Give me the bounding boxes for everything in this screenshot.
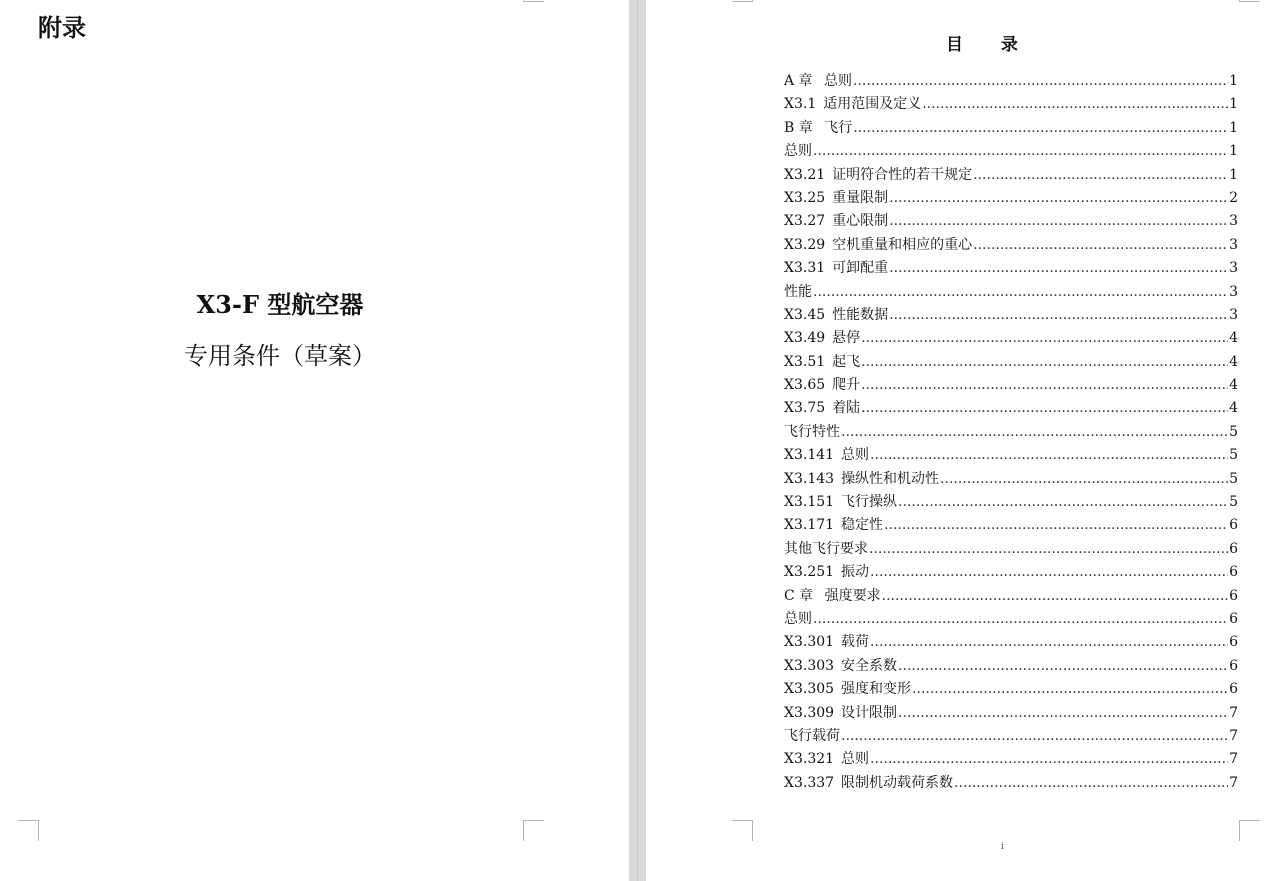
toc-entry-code: A 章 — [784, 73, 813, 89]
toc-entry-text — [784, 327, 860, 350]
toc-entry-page: 3 — [1229, 306, 1238, 323]
toc-dot-leader — [889, 187, 1228, 210]
document-title: X3-F 型航空器 — [196, 290, 364, 319]
toc-dot-leader — [922, 93, 1228, 116]
toc-entry[interactable] — [784, 444, 1238, 467]
toc-entry-text — [784, 140, 812, 163]
toc-entry-page: 5 — [1229, 470, 1238, 487]
toc-entry-title: 悬停 — [832, 330, 861, 347]
toc-entry-code: X3.337 — [784, 774, 835, 791]
toc-dot-leader — [870, 631, 1228, 654]
page-corner-mark — [523, 820, 544, 841]
toc-entry-page: 5 — [1229, 494, 1238, 511]
page-number: i — [1001, 842, 1004, 852]
toc-dot-leader — [813, 608, 1228, 631]
toc-entry-title: 总则 — [819, 73, 853, 89]
toc-entry-page: 7 — [1229, 774, 1238, 791]
toc-entry-code: X3.65 — [784, 377, 826, 394]
toc-entry-page: 1 — [1229, 73, 1238, 89]
page-separator — [637, 0, 638, 881]
toc-entry-code: X3.171 — [784, 517, 835, 534]
toc-entry[interactable] — [784, 304, 1238, 327]
toc-entry-text — [784, 678, 911, 701]
toc-entry[interactable] — [784, 538, 1238, 561]
toc-entry-code: X3.31 — [784, 260, 826, 277]
toc-entry-code: X3.27 — [784, 213, 826, 230]
toc-entry-title: 空机重量和相应的重心 — [832, 236, 973, 253]
toc-dot-leader — [853, 117, 1228, 140]
toc-entry-title: 总则 — [784, 143, 812, 160]
toc-entry[interactable] — [784, 257, 1238, 280]
toc-entry-text — [784, 304, 888, 327]
toc-entry-page: 4 — [1229, 377, 1238, 394]
toc-entry-text — [784, 514, 883, 537]
toc-entry-text — [784, 491, 897, 514]
toc-entry[interactable] — [784, 327, 1238, 350]
toc-dot-leader — [861, 397, 1228, 420]
toc-entry-code: X3.303 — [784, 657, 835, 674]
toc-entry-page: 4 — [1229, 353, 1238, 370]
toc-dot-leader — [861, 327, 1228, 350]
toc-entry-title: 安全系数 — [841, 657, 898, 674]
toc-entry-text — [784, 631, 869, 654]
toc-entry-title: 其他飞行要求 — [784, 540, 868, 557]
toc-entry-page: 7 — [1229, 727, 1238, 744]
toc-entry-page: 6 — [1229, 564, 1238, 581]
toc-entry-title: 证明符合性的若干规定 — [832, 166, 973, 183]
table-of-contents — [784, 70, 1238, 795]
toc-entry-page: 6 — [1229, 610, 1238, 627]
toc-entry-text — [784, 93, 921, 116]
toc-dot-leader — [870, 444, 1228, 467]
toc-entry-title: 爬升 — [832, 377, 861, 394]
toc-entry[interactable] — [784, 140, 1238, 163]
toc-entry-page: 1 — [1229, 166, 1238, 183]
toc-entry[interactable] — [784, 561, 1238, 584]
toc-entry-page: 3 — [1229, 236, 1238, 253]
toc-entry-text — [784, 725, 840, 748]
toc-entry-text — [784, 257, 888, 280]
page-corner-mark — [18, 820, 39, 841]
toc-entry-title: 性能数据 — [832, 306, 889, 323]
toc-entry-page: 3 — [1229, 283, 1238, 300]
toc-entry-title: 着陆 — [832, 400, 861, 417]
toc-dot-leader — [813, 140, 1228, 163]
toc-entry-page: 1 — [1229, 119, 1238, 136]
toc-dot-leader — [889, 210, 1228, 233]
toc-entry-title: 强度要求 — [820, 587, 881, 604]
toc-dot-leader — [912, 678, 1228, 701]
toc-dot-leader — [861, 351, 1228, 374]
toc-entry-code: X3.321 — [784, 751, 835, 768]
toc-entry[interactable] — [784, 164, 1238, 187]
toc-entry-page: 4 — [1229, 400, 1238, 417]
toc-entry-text — [784, 468, 939, 491]
toc-dot-leader — [870, 748, 1228, 771]
toc-entry[interactable] — [784, 374, 1238, 397]
toc-entry-code: X3.151 — [784, 494, 835, 511]
toc-entry[interactable] — [784, 585, 1238, 608]
toc-entry-text — [784, 281, 812, 304]
document-page-left — [0, 0, 629, 881]
page-corner-mark — [732, 0, 753, 2]
toc-dot-leader — [973, 164, 1228, 187]
toc-entry-page: 6 — [1229, 657, 1238, 674]
toc-dot-leader — [884, 514, 1228, 537]
toc-entry-text — [784, 561, 869, 584]
toc-entry-text — [784, 164, 972, 187]
toc-entry-page: 4 — [1229, 330, 1238, 347]
toc-entry[interactable] — [784, 187, 1238, 210]
toc-entry-text — [784, 585, 881, 608]
toc-entry-title: 稳定性 — [841, 517, 884, 534]
toc-dot-leader — [869, 538, 1228, 561]
toc-entry[interactable] — [784, 631, 1238, 654]
toc-entry[interactable] — [784, 93, 1238, 116]
toc-entry-title: 飞行操纵 — [841, 494, 898, 511]
toc-entry-page: 1 — [1229, 143, 1238, 160]
toc-entry[interactable] — [784, 655, 1238, 678]
toc-entry[interactable] — [784, 725, 1238, 748]
toc-entry[interactable] — [784, 514, 1238, 537]
toc-entry-code: X3.45 — [784, 306, 826, 323]
toc-entry-title: 设计限制 — [841, 704, 898, 721]
toc-entry-page: 6 — [1229, 587, 1238, 604]
toc-dot-leader — [861, 374, 1228, 397]
toc-entry-code: B 章 — [784, 119, 813, 136]
toc-entry-text — [784, 748, 869, 771]
toc-entry-page: 3 — [1229, 260, 1238, 277]
toc-entry-code: C 章 — [784, 587, 814, 604]
toc-dot-leader — [898, 491, 1228, 514]
toc-entry-title: 飞行特性 — [784, 423, 840, 440]
toc-dot-leader — [898, 702, 1228, 725]
toc-entry-page: 5 — [1229, 423, 1238, 440]
toc-entry[interactable] — [784, 772, 1238, 795]
document-page-right — [646, 0, 1280, 881]
toc-entry-title: 载荷 — [841, 634, 870, 651]
page-corner-mark — [732, 820, 753, 841]
toc-entry-text — [784, 702, 897, 725]
toc-entry-code: X3.51 — [784, 353, 826, 370]
toc-entry-text — [784, 397, 860, 420]
toc-entry-title: 强度和变形 — [841, 681, 912, 698]
toc-entry-text — [784, 351, 860, 374]
toc-entry-page: 6 — [1229, 540, 1238, 557]
toc-dot-leader — [973, 234, 1228, 257]
toc-entry-code: X3.1 — [784, 96, 817, 113]
toc-entry-page: 2 — [1229, 189, 1238, 206]
toc-entry-page: 6 — [1229, 634, 1238, 651]
toc-entry-code: X3.251 — [784, 564, 835, 581]
toc-entry-page: 7 — [1229, 751, 1238, 768]
toc-entry-text — [784, 210, 888, 233]
toc-heading: 目 录 — [946, 35, 1034, 55]
toc-entry-code: X3.141 — [784, 447, 835, 464]
toc-entry-title: 总则 — [841, 751, 870, 768]
toc-entry-title: 飞行载荷 — [784, 727, 840, 744]
toc-entry-code: X3.29 — [784, 236, 826, 253]
toc-entry-text — [784, 772, 953, 795]
toc-dot-leader — [889, 304, 1228, 327]
toc-entry-title: 性能 — [784, 283, 812, 300]
toc-entry-page: 1 — [1229, 96, 1238, 113]
page-corner-mark — [1239, 0, 1260, 2]
toc-entry[interactable] — [784, 608, 1238, 631]
toc-entry[interactable] — [784, 351, 1238, 374]
toc-entry-title: 起飞 — [832, 353, 861, 370]
toc-entry-code: X3.25 — [784, 189, 826, 206]
toc-entry-code: X3.143 — [784, 470, 835, 487]
toc-entry-code: X3.49 — [784, 330, 826, 347]
toc-entry-title: 总则 — [841, 447, 870, 464]
toc-entry-text — [784, 608, 812, 631]
toc-entry-title: 重量限制 — [832, 189, 889, 206]
toc-entry[interactable] — [784, 421, 1238, 444]
toc-entry-title: 总则 — [784, 610, 812, 627]
toc-dot-leader — [889, 257, 1228, 280]
toc-entry-code: X3.301 — [784, 634, 835, 651]
page-corner-mark — [1239, 820, 1260, 841]
toc-entry-title: 重心限制 — [832, 213, 889, 230]
toc-entry-text — [784, 655, 897, 678]
toc-entry[interactable] — [784, 70, 1238, 93]
toc-dot-leader — [853, 70, 1228, 93]
toc-entry-title: 操纵性和机动性 — [841, 470, 940, 487]
toc-entry-code: X3.305 — [784, 681, 835, 698]
toc-entry-title: 飞行 — [819, 119, 853, 136]
toc-dot-leader — [841, 421, 1228, 444]
toc-entry-title: 适用范围及定义 — [823, 96, 922, 113]
toc-entry[interactable] — [784, 281, 1238, 304]
toc-entry-text — [784, 374, 860, 397]
toc-entry-page: 7 — [1229, 704, 1238, 721]
toc-dot-leader — [841, 725, 1228, 748]
toc-dot-leader — [870, 561, 1228, 584]
toc-entry-code: X3.75 — [784, 400, 826, 417]
toc-entry-title: 可卸配重 — [832, 260, 889, 277]
toc-entry-text — [784, 234, 972, 257]
toc-entry[interactable] — [784, 397, 1238, 420]
toc-dot-leader — [898, 655, 1228, 678]
toc-entry-code: X3.21 — [784, 166, 826, 183]
toc-entry[interactable] — [784, 748, 1238, 771]
toc-entry-text — [784, 70, 852, 93]
toc-entry[interactable] — [784, 491, 1238, 514]
toc-entry-text — [784, 538, 868, 561]
toc-entry-text — [784, 421, 840, 444]
toc-dot-leader — [882, 585, 1228, 608]
document-subtitle: 专用条件（草案） — [184, 342, 376, 370]
toc-entry-code: X3.309 — [784, 704, 835, 721]
toc-entry-page: 6 — [1229, 517, 1238, 534]
toc-entry[interactable] — [784, 210, 1238, 233]
toc-dot-leader — [813, 281, 1228, 304]
toc-entry-text — [784, 187, 888, 210]
toc-entry-title: 限制机动载荷系数 — [841, 774, 954, 791]
toc-entry-title: 振动 — [841, 564, 870, 581]
appendix-label: 附录 — [38, 14, 86, 42]
toc-entry[interactable] — [784, 117, 1238, 140]
toc-entry-text — [784, 444, 869, 467]
toc-entry[interactable] — [784, 678, 1238, 701]
toc-entry-page: 6 — [1229, 681, 1238, 698]
toc-entry[interactable] — [784, 468, 1238, 491]
toc-entry-page: 5 — [1229, 447, 1238, 464]
toc-entry-page: 3 — [1229, 213, 1238, 230]
toc-entry[interactable] — [784, 702, 1238, 725]
toc-entry[interactable] — [784, 234, 1238, 257]
toc-dot-leader — [940, 468, 1228, 491]
page-corner-mark — [523, 0, 544, 2]
toc-dot-leader — [954, 772, 1228, 795]
toc-entry-text — [784, 117, 852, 140]
